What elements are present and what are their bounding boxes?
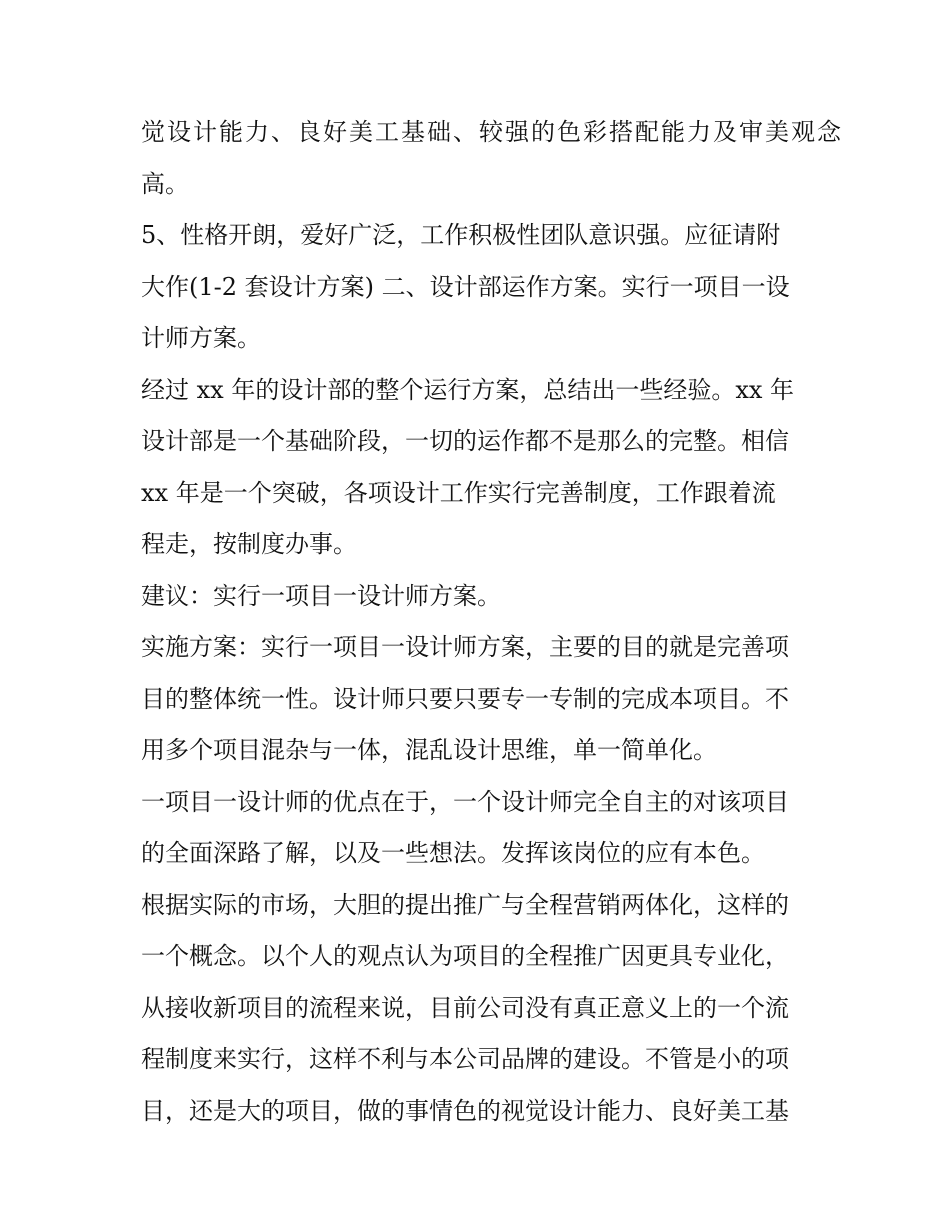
text-line: xx 年是一个突破，各项设计工作实行完善制度，工作跟着流 [141,478,776,507]
text-line: 程制度来实行，这样不利与本公司品牌的建设。不管是小的项 [141,1045,789,1073]
text-line: 设计部是一个基础阶段，一切的运作都不是那么的完整。相信 [141,427,789,455]
text-line: 实施方案：实行一项目一设计师方案，主要的目的就是完善项 [141,633,789,661]
text-line: 建议：实行一项目一设计师方案。 [141,581,501,610]
text-line: 从接收新项目的流程来说，目前公司没有真正意义上的一个流 [141,993,789,1022]
text-line: 目的整体统一性。设计师只要只要专一专制的完成本项目。不 [141,684,789,713]
text-line: 5、性格开朗，爱好广泛，工作积极性团队意识强。应征请附 [141,221,781,249]
text-line: 大作(1-2 套设计方案) 二、设计部运作方案。实行一项目一设 [141,272,790,301]
text-line: 用多个项目混杂与一体，混乱设计思维，单一简单化。 [141,736,717,764]
text-line: 高。 [141,169,189,198]
text-line: 计师方案。 [141,324,261,352]
text-line: 一个概念。以个人的观点认为项目的全程推广因更具专业化， [141,942,789,970]
text-line: 一项目一设计师的优点在于，一个设计师完全自主的对该项目 [141,787,789,816]
text-line: 觉设计能力、良好美工基础、较强的色彩搭配能力及审美观念 [141,118,843,146]
text-line: 程走，按制度办事。 [141,530,357,558]
text-line: 根据实际的市场，大胆的提出推广与全程营销两体化，这样的 [141,890,789,919]
text-line: 的全面深路了解，以及一些想法。发挥该岗位的应有本色。 [141,839,765,867]
text-line: 目，还是大的项目，做的事情色的视觉设计能力、良好美工基 [141,1096,789,1125]
text-line: 经过 xx 年的设计部的整个运行方案，总结出一些经验。xx 年 [141,375,795,404]
body-text [141,107,843,1137]
